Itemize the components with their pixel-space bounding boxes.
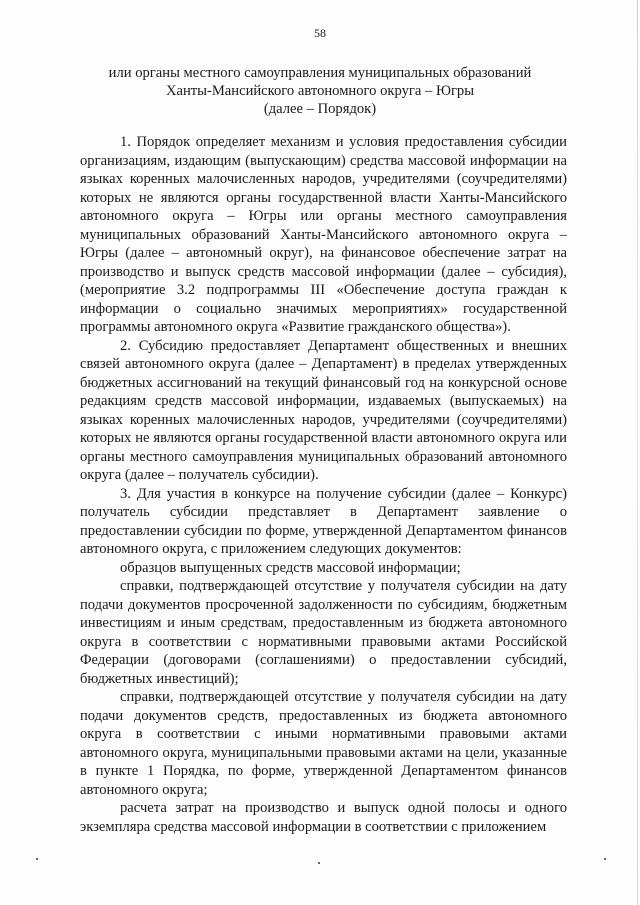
list-item-funds-certificate: справки, подтверждающей отсутствие у получателя субсидии на дату подачи документов средств, предоставленных из бюджета автономного округа в соответствии с иными нормативными правовыми актами автономного округа, муниципальными правовыми актами на цели, указанные в пункте 1 Порядка, по форме, утвержденной Департаментом финансов автономного округа; (80, 689, 567, 798)
page-number: 58 (314, 26, 326, 40)
title-line-3: (далее – Порядок) (263, 101, 377, 117)
list-item-cost-calculation: расчета затрат на производство и выпуск одной полосы и одного экземпляра средства массовой информации в соответствии с приложением (80, 800, 567, 835)
paragraph-1: 1. Порядок определяет механизм и условия предоставления субсидии организациям, издающим (выпускающим) средства массовой информации на языках коренных малочисленных народов, учредителями (соучредителями) которых не являются органы государственной власти Ханты-Мансийского автономного округа – Югры или органы местного самоуправления муниципальных образований Ханты-Мансийского автономного округа – Югры (далее – автономный округ), на финансовое обеспечение затрат на производство и выпуск средств массовой информации (далее – субсидия), (мероприятие 3.2 подпрограммы III «Обеспечение доступа граждан к информации о социально значимых мероприятиях» государственной программы автономного округа «Развитие гражданского общества»). (80, 134, 567, 335)
scan-dot-left (36, 858, 38, 860)
paragraph-3: 3. Для участия в конкурсе на получение субсидии (далее – Конкурс) получатель субсидии представляет в Департамент заявление о предоставлении субсидии по форме, утвержденной Департаментом финансов автономного округа, с приложением следующих документов: (80, 485, 567, 557)
document-title (80, 64, 560, 118)
document-body (80, 133, 567, 836)
list-item-debt-certificate: справки, подтверждающей отсутствие у получателя субсидии на дату подачи документов просроченной задолженности по субсидиям, бюджетным инвестициям и иным средствам, предоставленным из бюджета автономного округа в соответствии с нормативными правовыми актами Российской Федерации (договорами (соглашениями) о предоставлении субсидий, бюджетных инвестиций); (80, 578, 567, 687)
title-line-1: или органы местного самоуправления муниципальных образований (108, 65, 532, 81)
title-line-2: Ханты-Мансийского автономного округа – Югры (165, 83, 475, 99)
scan-edge-line (637, 0, 638, 905)
list-item-samples: образцов выпущенных средств массовой информации; (120, 559, 461, 576)
paragraph-2: 2. Субсидию предоставляет Департамент общественных и внешних связей автономного округа (далее – Департамент) в пределах утвержденных бюджетных ассигнований на текущий финансовый год на конкурсной основе редакциям средств массовой информации, издаваемых (выпускаемых) на языках коренных малочисленных народов, учредителями (соучредителями) которых не являются органы государственной власти автономного округа или органы местного самоуправления муниципальных образований автономного округа (далее – получатель субсидии). (80, 337, 567, 483)
scan-dot-right (604, 858, 606, 860)
scan-dot-center (318, 862, 320, 864)
